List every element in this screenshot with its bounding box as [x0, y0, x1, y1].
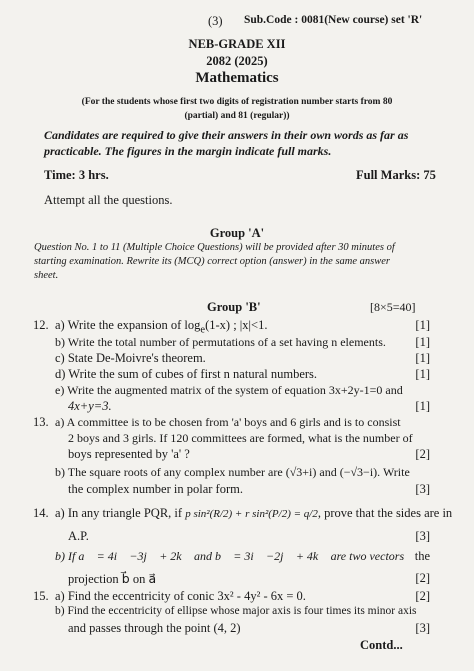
- q14b-tail: the: [414, 549, 430, 563]
- question-number: 13.: [33, 415, 49, 429]
- q12c-marks: [1]: [415, 351, 430, 365]
- q13a-line2: 2 boys and 3 girls. If 120 committees are formed, what is the number of: [68, 431, 413, 445]
- q14a-equation: p sin²(R/2) + r sin²(P/2) = q/2: [185, 508, 318, 520]
- group-b-title: Group 'B': [207, 300, 261, 314]
- page-number: (3): [208, 14, 223, 28]
- q13b-line1: b) The square roots of any complex number are (√3+i) and (−√3−i). Write: [55, 465, 410, 479]
- subject-code: Sub.Code : 0081(New course) set 'R': [244, 14, 423, 26]
- group-a-title: Group 'A': [209, 226, 265, 240]
- question-number: 14.: [33, 506, 49, 520]
- q12a-marks: [1]: [415, 318, 430, 332]
- group-a-line1: Question No. 1 to 11 (Multiple Choice Questions) will be provided after 30 minutes of: [34, 242, 395, 253]
- q13b-marks: [3]: [415, 482, 430, 496]
- instructions-line2: practicable. The figures in the margin indicate full marks.: [44, 144, 332, 158]
- q14b-marks: [2]: [415, 571, 430, 585]
- question-number: 15.: [33, 589, 49, 603]
- attempt-all-note: Attempt all the questions.: [44, 193, 173, 207]
- group-a-line2: starting examination. Rewrite its (MCQ) correct option (answer) in the same answer: [34, 256, 390, 267]
- q14a-line1: a) In any triangle PQR, if p sin²(R/2) + r sin²(P/2) = q/2, prove that the sides are in: [55, 506, 453, 520]
- q13a-marks: [2]: [415, 447, 430, 461]
- q15b-marks: [3]: [415, 621, 430, 635]
- q15a-text: a) Find the eccentricity of conic 3x² - 4y² - 6x = 0.: [55, 589, 306, 603]
- q14b-line2: projection b⃗ on a⃗: [68, 572, 157, 586]
- continued-note: Contd...: [360, 638, 403, 652]
- q15a-marks: [2]: [415, 589, 430, 603]
- q12e-marks: [1]: [415, 399, 430, 413]
- eligibility-note-line1: (For the students whose first two digits of registration number starts from 80: [81, 97, 393, 107]
- exam-year: 2082 (2025): [206, 54, 268, 68]
- q12d-marks: [1]: [415, 367, 430, 381]
- grade-title: NEB-GRADE XII: [188, 37, 286, 51]
- q14b-line1: b) If a⃗ = 4i⃗ −3j⃗ + 2k⃗ and b⃗ = 3i⃗ −2j⃗ + 4k⃗ are two vectors: [55, 549, 405, 563]
- q12c-text: c) State De-Moivre's theorem.: [55, 351, 206, 365]
- q12a-text: a) Write the expansion of $\log_e(1-x)$ ; |x|<1.: [55, 318, 268, 336]
- time-allowed: Time: 3 hrs.: [44, 168, 109, 182]
- group-a-line3: sheet.: [34, 270, 59, 281]
- full-marks: Full Marks: 75: [356, 168, 436, 182]
- eligibility-note-line2: (partial) and 81 (regular)): [184, 111, 290, 121]
- q15b-line1: b) Find the eccentricity of ellipse whose major axis is four times its minor axis: [55, 605, 417, 617]
- q12b-text: b) Write the total number of permutations of a set having n elements.: [55, 335, 386, 349]
- q12e-text: e) Write the augmented matrix of the system of equation 3x+2y-1=0 and: [55, 383, 403, 397]
- q12b-marks: [1]: [415, 335, 430, 349]
- q12e-text-line2: 4x+y=3.: [68, 399, 112, 413]
- q13a-line1: a) A committee is to be chosen from 'a' boys and 6 girls and is to consist: [55, 415, 401, 429]
- q15b-line2: and passes through the point (4, 2): [68, 621, 241, 635]
- group-b-marks: [8×5=40]: [370, 300, 416, 314]
- q14a-line2: A.P.: [68, 529, 89, 543]
- q14a-marks: [3]: [415, 529, 430, 543]
- q12d-text: d) Write the sum of cubes of first n natural numbers.: [55, 367, 318, 381]
- subject-title: Mathematics: [195, 70, 279, 86]
- q13b-line2: the complex number in polar form.: [68, 482, 243, 496]
- question-number: 12.: [33, 318, 49, 332]
- instructions-line1: Candidates are required to give their answers in their own words as far as: [44, 128, 409, 142]
- q13a-line3: boys represented by 'a' ?: [68, 447, 190, 461]
